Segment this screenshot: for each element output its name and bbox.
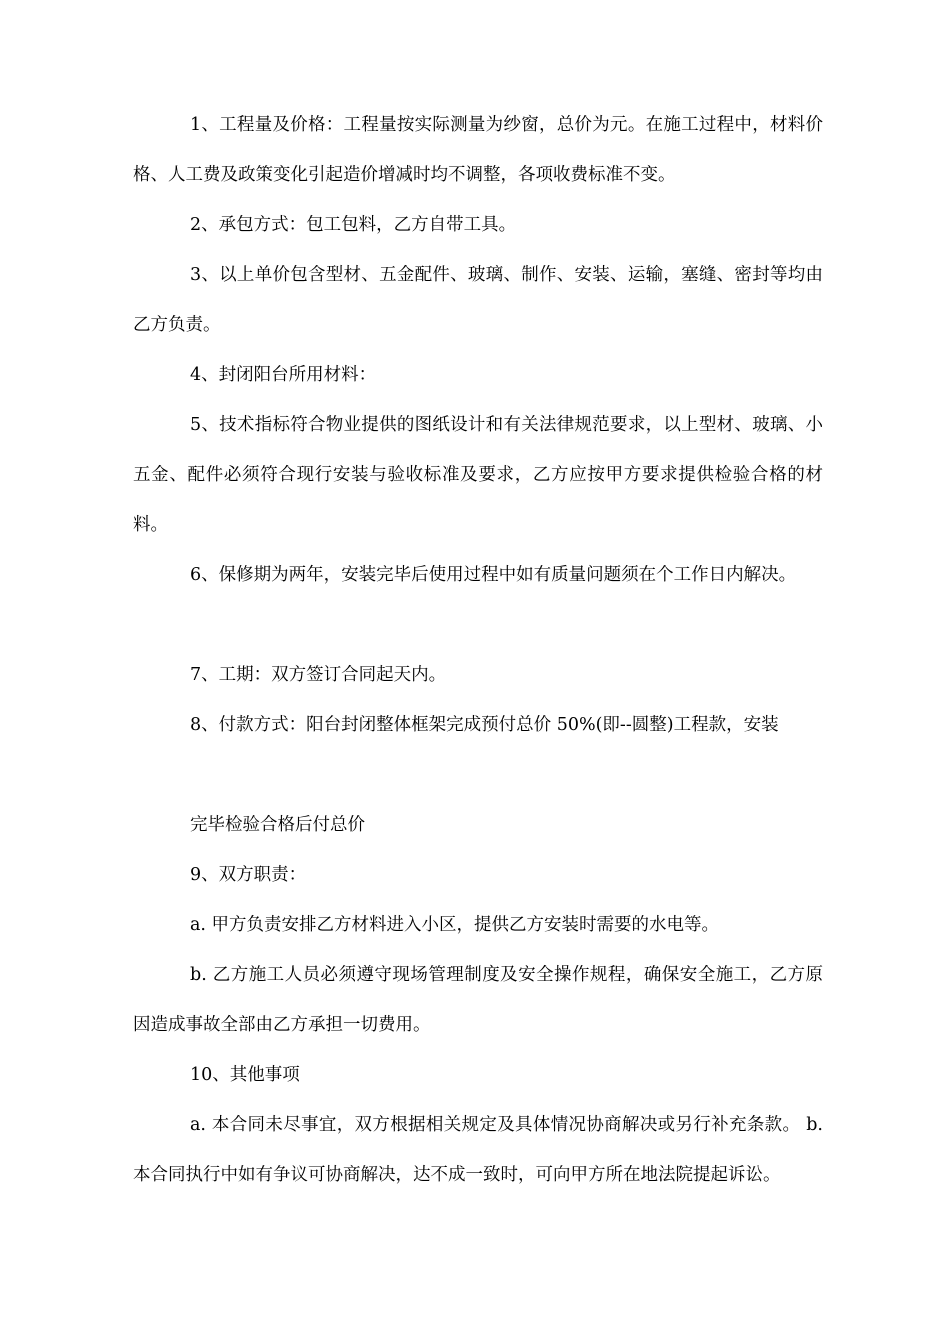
clause-10-heading: 10、其他事项 xyxy=(190,1065,300,1085)
clause-5-paragraph: 5、技术指标符合物业提供的图纸设计和有关法律规范要求，以上型材、玻璃、小五金、配件必须符合现行安装与验收标准及要求，乙方应按甲方要求提供检验合格的材料。 xyxy=(133,415,823,535)
clause-3-paragraph: 3、以上单价包含型材、五金配件、玻璃、制作、安装、运输，塞缝、密封等均由乙方负责。 xyxy=(133,265,823,335)
clause-8-paragraph: 8、付款方式：阳台封闭整体框架完成预付总价 50%(即--圆整)工程款，安装 xyxy=(190,715,779,735)
clause-8-continuation: 完毕检验合格后付总价 xyxy=(190,815,365,835)
clause-9a-paragraph: a. 甲方负责安排乙方材料进入小区，提供乙方安装时需要的水电等。 xyxy=(190,915,720,935)
clause-2-paragraph: 2、承包方式：包工包料，乙方自带工具。 xyxy=(190,215,517,235)
clause-9b-paragraph: b. 乙方施工人员必须遵守现场管理制度及安全操作规程，确保安全施工，乙方原因造成事故全部由乙方承担一切费用。 xyxy=(133,965,823,1035)
clause-6-paragraph: 6、保修期为两年，安装完毕后使用过程中如有质量问题须在个工作日内解决。 xyxy=(190,565,797,585)
clause-1-paragraph: 1、工程量及价格：工程量按实际测量为纱窗，总价为元。在施工过程中，材料价格、人工费及政策变化引起造价增减时均不调整，各项收费标准不变。 xyxy=(133,115,823,185)
clause-9-heading: 9、双方职责： xyxy=(190,865,307,885)
clause-4-paragraph: 4、封闭阳台所用材料： xyxy=(190,365,377,385)
clause-7-paragraph: 7、工期：双方签订合同起天内。 xyxy=(190,665,447,685)
clause-10-paragraph: a. 本合同未尽事宜，双方根据相关规定及具体情况协商解决或另行补充条款。 b. 本合同执行中如有争议可协商解决，达不成一致时，可向甲方所在地法院提起诉讼。 xyxy=(133,1115,823,1185)
